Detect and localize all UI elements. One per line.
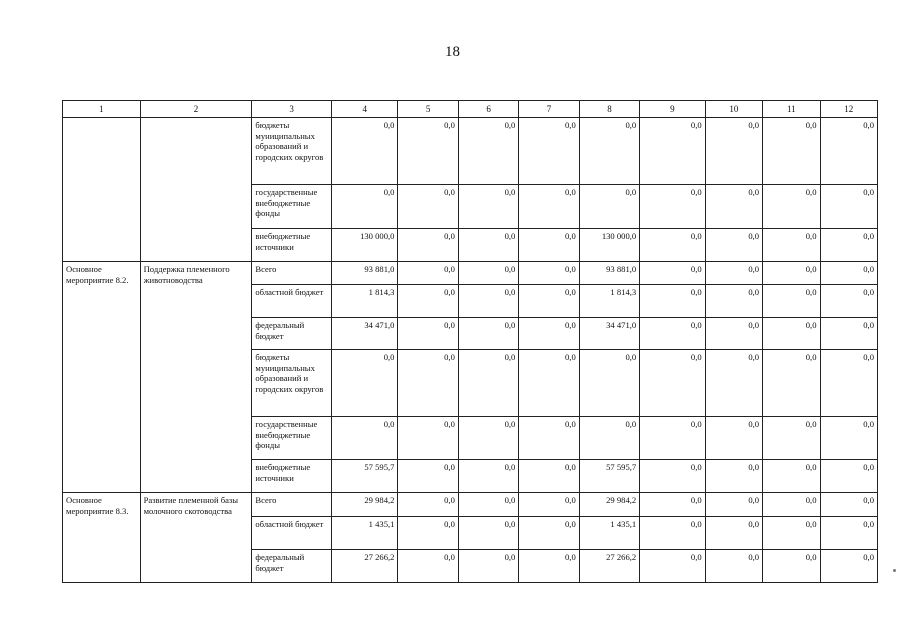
value-cell: 0,0 (763, 550, 820, 583)
column-header: 2 (140, 101, 252, 118)
value-cell: 0,0 (519, 417, 579, 460)
column-header: 11 (763, 101, 820, 118)
value-cell: 0,0 (398, 285, 458, 318)
value-cell: 0,0 (820, 318, 878, 350)
value-cell: 0,0 (519, 350, 579, 417)
value-cell: 0,0 (519, 460, 579, 493)
value-cell: 0,0 (398, 229, 458, 262)
value-cell: 0,0 (705, 350, 762, 417)
value-cell: 0,0 (640, 460, 705, 493)
value-cell: 0,0 (763, 493, 820, 517)
table-body (63, 118, 878, 583)
value-cell: 0,0 (398, 493, 458, 517)
value-cell: 0,0 (820, 493, 878, 517)
value-cell: 0,0 (519, 318, 579, 350)
value-cell: 0,0 (458, 350, 518, 417)
scan-speck (893, 569, 896, 572)
funding-source-cell: Всего (252, 493, 332, 517)
measure-name-cell: Развитие племенной базы молочного скотоводства (140, 493, 252, 583)
value-cell: 0,0 (820, 460, 878, 493)
value-cell: 0,0 (519, 285, 579, 318)
value-cell: 0,0 (763, 417, 820, 460)
value-cell: 0,0 (331, 118, 397, 185)
column-header: 1 (63, 101, 141, 118)
value-cell: 29 984,2 (579, 493, 639, 517)
value-cell: 57 595,7 (331, 460, 397, 493)
value-cell: 0,0 (398, 417, 458, 460)
value-cell: 0,0 (640, 517, 705, 550)
budget-table (62, 100, 878, 583)
value-cell: 1 814,3 (579, 285, 639, 318)
value-cell: 0,0 (705, 229, 762, 262)
column-header: 10 (705, 101, 762, 118)
value-cell: 0,0 (640, 417, 705, 460)
value-cell: 0,0 (458, 229, 518, 262)
value-cell: 0,0 (763, 229, 820, 262)
value-cell: 0,0 (763, 350, 820, 417)
activity-cell: Основное мероприятие 8.3. (63, 493, 141, 583)
value-cell: 0,0 (331, 350, 397, 417)
value-cell: 0,0 (398, 460, 458, 493)
value-cell: 0,0 (640, 185, 705, 229)
value-cell: 0,0 (458, 262, 518, 285)
value-cell: 0,0 (398, 350, 458, 417)
value-cell: 0,0 (640, 350, 705, 417)
value-cell: 0,0 (579, 417, 639, 460)
value-cell: 0,0 (763, 517, 820, 550)
column-header: 4 (331, 101, 397, 118)
column-header: 12 (820, 101, 878, 118)
column-header: 6 (458, 101, 518, 118)
value-cell: 57 595,7 (579, 460, 639, 493)
value-cell: 0,0 (519, 185, 579, 229)
value-cell: 0,0 (820, 285, 878, 318)
value-cell: 0,0 (458, 118, 518, 185)
value-cell: 0,0 (640, 262, 705, 285)
value-cell: 93 881,0 (579, 262, 639, 285)
value-cell: 0,0 (763, 460, 820, 493)
value-cell: 0,0 (331, 185, 397, 229)
value-cell: 0,0 (458, 460, 518, 493)
measure-name-cell (140, 118, 252, 262)
value-cell: 0,0 (820, 350, 878, 417)
value-cell: 0,0 (519, 493, 579, 517)
value-cell: 0,0 (705, 285, 762, 318)
value-cell: 0,0 (705, 417, 762, 460)
column-number-row (63, 101, 878, 118)
table-row (63, 493, 878, 517)
funding-source-cell: государственные внебюджетные фонды (252, 185, 332, 229)
activity-cell: Основное мероприятие 8.2. (63, 262, 141, 493)
value-cell: 0,0 (398, 517, 458, 550)
value-cell: 0,0 (820, 550, 878, 583)
value-cell: 130 000,0 (331, 229, 397, 262)
value-cell: 0,0 (458, 517, 518, 550)
value-cell: 0,0 (640, 318, 705, 350)
value-cell: 27 266,2 (579, 550, 639, 583)
column-header: 3 (252, 101, 332, 118)
activity-cell (63, 118, 141, 262)
value-cell: 0,0 (820, 185, 878, 229)
value-cell: 0,0 (763, 318, 820, 350)
value-cell: 0,0 (458, 493, 518, 517)
value-cell: 0,0 (763, 262, 820, 285)
value-cell: 0,0 (705, 550, 762, 583)
value-cell: 0,0 (398, 318, 458, 350)
value-cell: 0,0 (331, 417, 397, 460)
value-cell: 0,0 (705, 318, 762, 350)
value-cell: 34 471,0 (579, 318, 639, 350)
funding-source-cell: федеральный бюджет (252, 550, 332, 583)
funding-source-cell: федеральный бюджет (252, 318, 332, 350)
value-cell: 0,0 (519, 517, 579, 550)
funding-source-cell: государственные внебюджетные фонды (252, 417, 332, 460)
value-cell: 0,0 (398, 550, 458, 583)
value-cell: 0,0 (705, 262, 762, 285)
value-cell: 0,0 (398, 185, 458, 229)
value-cell: 0,0 (458, 285, 518, 318)
value-cell: 34 471,0 (331, 318, 397, 350)
value-cell: 0,0 (763, 285, 820, 318)
value-cell: 0,0 (640, 550, 705, 583)
value-cell: 0,0 (705, 517, 762, 550)
value-cell: 0,0 (458, 550, 518, 583)
value-cell: 0,0 (820, 417, 878, 460)
table-row (63, 118, 878, 185)
value-cell: 1 814,3 (331, 285, 397, 318)
value-cell: 0,0 (705, 185, 762, 229)
value-cell: 0,0 (519, 550, 579, 583)
value-cell: 0,0 (820, 118, 878, 185)
column-header: 7 (519, 101, 579, 118)
funding-source-cell: бюджеты муниципальных образований и городских округов (252, 350, 332, 417)
value-cell: 93 881,0 (331, 262, 397, 285)
value-cell: 0,0 (820, 517, 878, 550)
value-cell: 0,0 (705, 460, 762, 493)
value-cell: 0,0 (458, 185, 518, 229)
value-cell: 0,0 (458, 417, 518, 460)
funding-source-cell: областной бюджет (252, 285, 332, 318)
value-cell: 0,0 (640, 229, 705, 262)
funding-source-cell: областной бюджет (252, 517, 332, 550)
funding-source-cell: Всего (252, 262, 332, 285)
value-cell: 0,0 (705, 493, 762, 517)
value-cell: 0,0 (820, 229, 878, 262)
value-cell: 0,0 (519, 118, 579, 185)
value-cell: 0,0 (640, 285, 705, 318)
column-header: 8 (579, 101, 639, 118)
value-cell: 0,0 (579, 185, 639, 229)
value-cell: 0,0 (519, 229, 579, 262)
value-cell: 29 984,2 (331, 493, 397, 517)
value-cell: 130 000,0 (579, 229, 639, 262)
value-cell: 0,0 (398, 262, 458, 285)
funding-source-cell: внебюджетные источники (252, 460, 332, 493)
value-cell: 0,0 (519, 262, 579, 285)
value-cell: 0,0 (763, 185, 820, 229)
value-cell: 1 435,1 (579, 517, 639, 550)
value-cell: 0,0 (458, 318, 518, 350)
value-cell: 0,0 (763, 118, 820, 185)
value-cell: 0,0 (579, 118, 639, 185)
column-header: 9 (640, 101, 705, 118)
value-cell: 0,0 (820, 262, 878, 285)
value-cell: 1 435,1 (331, 517, 397, 550)
value-cell: 0,0 (579, 350, 639, 417)
funding-source-cell: внебюджетные источники (252, 229, 332, 262)
value-cell: 0,0 (398, 118, 458, 185)
value-cell: 27 266,2 (331, 550, 397, 583)
value-cell: 0,0 (640, 493, 705, 517)
funding-source-cell: бюджеты муниципальных образований и городских округов (252, 118, 332, 185)
measure-name-cell: Поддержка племенного животноводства (140, 262, 252, 493)
column-header: 5 (398, 101, 458, 118)
page-number: 18 (445, 44, 460, 60)
value-cell: 0,0 (705, 118, 762, 185)
value-cell: 0,0 (640, 118, 705, 185)
table-row (63, 262, 878, 285)
